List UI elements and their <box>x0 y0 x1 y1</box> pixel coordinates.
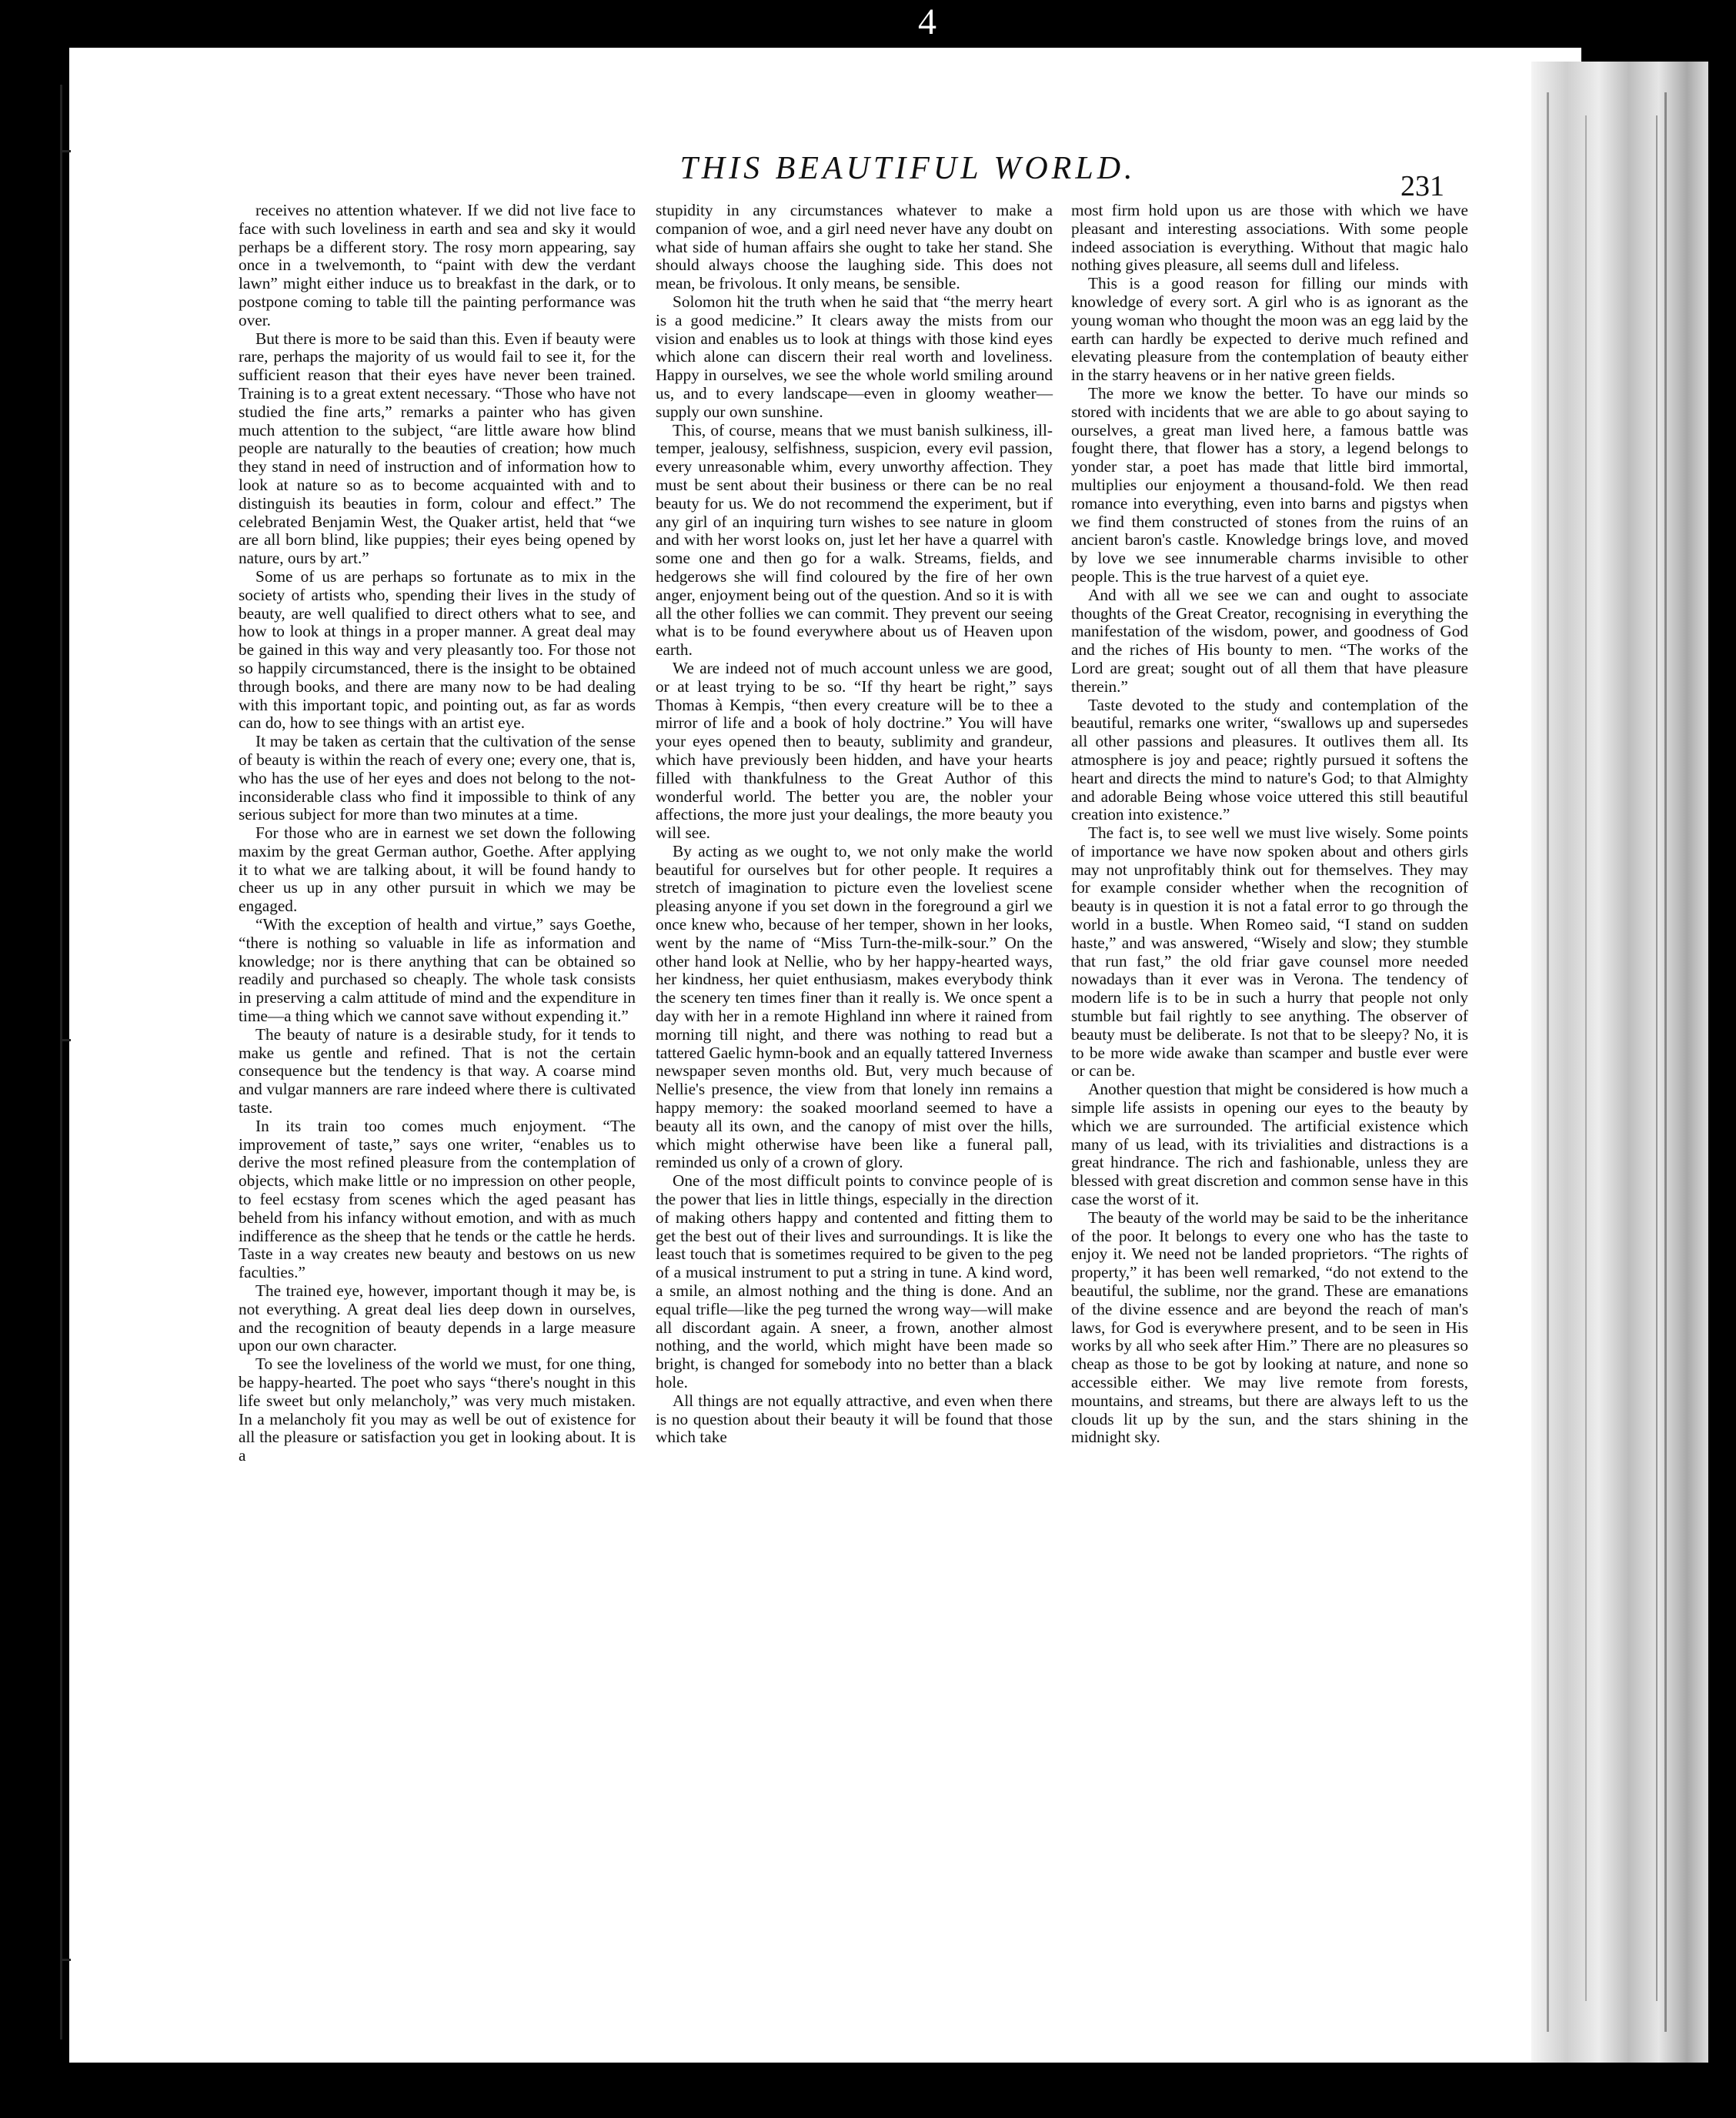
paragraph: Some of us are perhaps so fortunate as to mix in the society of artists who, spending their lives in the study of beauty, are well qualified to direct others what to see, and how to look at things in a proper manner. A great deal may be gained in this way and very pleasantly too. For those not so happily circumstanced, there is the insight to be obtained through books, and there are many now to be had dealing with this important topic, and pointing out, as far as words can do, how to see things with an artist eye. <box>239 566 636 733</box>
paragraph: In its train too comes much enjoyment. “The improvement of taste,” says one writer, “enables us to derive the most refined pleasure from the contemplation of objects, which make little or no impression on other people, to feel ecstasy from scenes which the aged peasant has beheld from his infancy without emotion, and with as much indifference as the sheep that he tends or the cattle he herds. Taste in a way creates new beauty and bestows on us new faculties.” <box>239 1116 636 1282</box>
page-number: 231 <box>1400 170 1444 202</box>
paragraph: Another question that might be considered is how much a simple life assists in opening our eyes to the beauty by which we are surrounded. The artificial existence which many of us lead, with its trivialities and distractions is a great hindrance. The rich and fashionable, unless they are blessed with great discretion and common sense have in this case the worst of it. <box>1071 1080 1468 1209</box>
text-column-1 <box>239 202 636 1465</box>
top-mark: 4 <box>918 2 936 42</box>
paragraph: One of the most difficult points to convince people of is the power that lies in little things, especially in the direction of making others happy and contented and fitting them to get the best out of their lives and surroundings. It is like the least touch that is sometimes required to be given to the peg of a musical instrument to put a string in tune. A kind word, a smile, an almost nothing and the thing is done. And an equal trifle—like the peg turned the wrong way—will make all discordant again. A sneer, a frown, another almost nothing, and the world, which might have been made so bright, is changed for somebody into no better than a black hole. <box>656 1171 1053 1391</box>
paragraph: The trained eye, however, important though it may be, is not everything. A great deal lies deep down in ourselves, and the recognition of beauty depends in a large measure upon our own character. <box>239 1281 636 1355</box>
paragraph: Taste devoted to the study and contemplation of the beautiful, remarks one writer, “swallows up and supersedes all other passions and pleasures. It outlives them all. Its atmosphere is joy and peace; rightly pursued it softens the heart and directs the mind to nature's God; to that Almighty and adorable Being whose voice uttered this still beautiful creation into existence.” <box>1071 695 1468 824</box>
binding-line <box>60 85 62 2039</box>
paragraph: For those who are in earnest we set down the following maxim by the great German author, Goethe. After applying it to what we are talking about, it will be found handy to cheer us up in any other pursuit in which we may be engaged. <box>239 823 636 916</box>
paragraph: The fact is, to see well we must live wisely. Some points of importance we have now spoken about and others girls may not unprofitably think out for themselves. They may for example consider whether when the recognition of beauty is in question it is not a fatal error to go through the world in a bustle. When Romeo said, “I stand on sudden haste,” and was answered, “Wisely and slow; they stumble that run fast,” the old friar gave counsel more needed nowadays than it ever was in Verona. The tendency of modern life is to be in such a hurry that people not only stumble but fail rightly to see anything. The observer of beauty must be deliberate. Is not that to be sleepy? No, it is to be more wide awake than scamper and bustle ever were or can be. <box>1071 823 1468 1081</box>
paragraph: And with all we see we can and ought to associate thoughts of the Great Creator, recognising in everything the manifestation of the wisdom, power, and goodness of God and the riches of His bounty to men. “The works of the Lord are great; sought out of all them that have pleasure therein.” <box>1071 585 1468 696</box>
binding-tick <box>60 1039 71 1041</box>
paragraph: All things are not equally attractive, and even when there is no question about their beauty it will be found that those which take <box>656 1391 1053 1447</box>
paragraph: The beauty of the world may be said to be the inheritance of the poor. It belongs to every one who has the taste to enjoy it. We need not be landed proprietors. “The rights of property,” it has been well remarked, “do not extend to the beautiful, the sublime, nor the grand. These are emanations of the divine essence and are beyond the reach of man's laws, for God is everywhere present, and to be seen in His works by all who seek after Him.” There are no pleasures so cheap as those to be got by looking at nature, and none so accessible either. We may live remote from forests, mountains, and streams, but there are always left to us the clouds lit up by the sun, and the stars shining in the midnight sky. <box>1071 1208 1468 1447</box>
paragraph: To see the loveliness of the world we must, for one thing, be happy-hearted. The poet who says “there's nought in this life sweet but only melancholy,” was very much mistaken. In a melancholy fit you may as well be out of existence for all the pleasure or satisfaction you get in looking about. It is a <box>239 1355 636 1465</box>
paragraph: “With the exception of health and virtue,” says Goethe, “there is nothing so valuable in life as information and knowledge; nor is there anything that can be obtained so readily and purchased so cheaply. The whole task consists in preserving a calm attitude of mind and the expenditure in time—a thing which we cannot save without expending it.” <box>239 915 636 1026</box>
paragraph: receives no attention whatever. If we did not live face to face with such loveliness in earth and sea and sky it would perhaps be a different story. The rosy morn appearing, say once in a twelvemonth, to “paint with dew the verdant lawn” might either induce us to breakfast in the dark, or to postpone coming to table till the painting performance was over. <box>239 201 636 329</box>
paragraph: stupidity in any circumstances whatever to make a companion of woe, and a girl need never have any doubt on what side of human affairs she ought to take her stand. She should always choose the laughing side. This does not mean, be frivolous. It only means, be sensible. <box>656 201 1053 293</box>
paragraph: But there is more to be said than this. Even if beauty were rare, perhaps the majority of us would fail to see it, for the sufficient reason that their eyes have never been trained. Training is to a great extent necessary. “Those who have not studied the fine arts,” remarks a painter who has given much attention to the subject, “are little aware how blind people are naturally to the beauties of creation; how much they stand in need of instruction and of information how to look at nature so as to become acquainted with and to distinguish its beauties in form, colour and effect.” The celebrated Benjamin West, the Quaker artist, held that “we are all born blind, like puppies; their eyes being opened by nature, ours by art.” <box>239 329 636 568</box>
paragraph: The beauty of nature is a desirable study, for it tends to make us gentle and refined. That is not the certain consequence but the tendency is that way. A coarse mind and vulgar manners are rare indeed where there is cultivated taste. <box>239 1024 636 1117</box>
binding-tick <box>60 150 71 152</box>
page-edges <box>1531 62 1708 2063</box>
paragraph: By acting as we ought to, we not only make the world beautiful for ourselves but for other people. It requires a stretch of imagination to picture even the loveliest scene pleasing anyone if you set down in the foreground a girl we once knew who, because of her temper, shown in her looks, went by the name of “Miss Turn-the-milk-sour.” On the other hand look at Nellie, who by her happy-hearted ways, her kindness, her quiet enthusiasm, makes everybody think the scenery ten times finer than it really is. We once spent a day with her in a remote Highland inn where it rained from morning till night, and there was nothing to read but a tattered Gaelic hymn-book and an equally tattered Inverness newspaper seven months old. But, very much because of Nellie's presence, the view from that lonely inn remains a happy memory: the soaked moorland seemed to have a beauty all its own, and the canopy of mist over the hills, which might otherwise have been like a funeral pall, reminded us only of a crown of glory. <box>656 841 1053 1172</box>
paragraph: We are indeed not of much account unless we are good, or at least trying to be so. “If thy heart be right,” says Thomas à Kempis, “then every creature will be to thee a mirror of life and a book of holy doctrine.” You will have your eyes opened then to beauty, sublimity and grandeur, which have previously been hidden, and have your hearts filled with thankfulness to the Great Author of this wonderful world. The better you are, the nobler your affections, the more just your dealings, the more beauty you will see. <box>656 658 1053 843</box>
paragraph: This, of course, means that we must banish sulkiness, ill-temper, jealousy, selfishness, suspicion, every evil passion, every unreasonable whim, every unworthy affection. They must be sent about their business or there can be no real beauty for us. We do not recommend the experiment, but if any girl of an inquiring turn wishes to see nature in gloom and with her worst looks on, just let her have a quarrel with some one and then go for a walk. Streams, fields, and hedgerows she will find coloured by the fire of her own anger, enjoyment being out of the question. And so it is with all the other follies we can commit. They prevent our seeing what is to be found everywhere about us of Heaven upon earth. <box>656 420 1053 660</box>
paragraph: This is a good reason for filling our minds with knowledge of every sort. A girl who is as ignorant as the young woman who thought the moon was an egg laid by the earth can hardly be expected to derive much refined and elevating pleasure from the contemplation of beauty either in the starry heavens or in her native green fields. <box>1071 274 1468 385</box>
paragraph: It may be taken as certain that the cultivation of the sense of beauty is within the reach of every one; every one, that is, who has the use of her eyes and does not belong to the not-inconsiderable class who find it impossible to think of any serious subject for more than two minutes at a time. <box>239 732 636 824</box>
paragraph: Solomon hit the truth when he said that “the merry heart is a good medicine.” It clears away the mists from our vision and enables us to look at things with those kind eyes which alone can discern their real worth and loveliness. Happy in ourselves, we see the whole world smiling around us, and to every landscape—even in gloomy weather—supply our own sunshine. <box>656 292 1053 421</box>
paragraph: The more we know the better. To have our minds so stored with incidents that we are able to go about saying to ourselves, a great man lived here, a famous battle was fought there, that flower has a story, a legend belongs to yonder star, a poet has made that little bird immortal, multiplies our enjoyment a thousand-fold. We then read romance into everything, even into barns and pigstys when we find them constructed of stones from the ruins of an ancient baron's castle. Knowledge brings love, and moved by love we see innumerable charms invisible to other people. This is the true harvest of a quiet eye. <box>1071 383 1468 586</box>
text-column-2 <box>656 202 1053 1447</box>
running-head: THIS BEAUTIFUL WORLD. <box>679 151 1137 186</box>
text-column-3 <box>1071 202 1468 1447</box>
paragraph: most firm hold upon us are those with which we have pleasant and interesting associations. With some people indeed association is everything. Without that magic halo nothing gives pleasure, all seems dull and lifeless. <box>1071 201 1468 275</box>
binding-tick <box>60 1959 71 1961</box>
